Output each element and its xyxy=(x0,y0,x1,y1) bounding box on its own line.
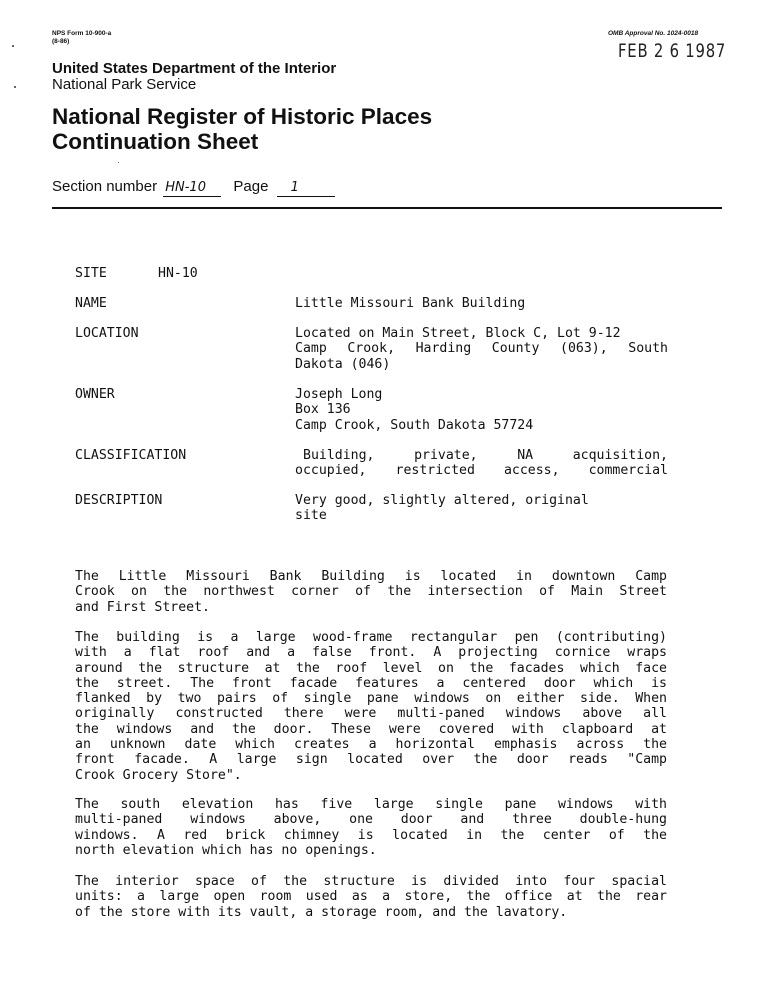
paragraph-line: units: a large open room used as a store, the office at the rear xyxy=(75,889,667,905)
paragraph-line: the street. The front facade features a centered door which is xyxy=(75,675,667,691)
scan-speck xyxy=(12,45,14,47)
description-label: DESCRIPTION xyxy=(75,493,163,508)
section-number-label: Section number xyxy=(52,178,158,195)
field-line: Little Missouri Bank Building xyxy=(295,296,526,311)
paragraph-line: Crook Grocery Store". xyxy=(75,767,242,783)
page-number-value: 1 xyxy=(277,181,335,197)
service-name: National Park Service xyxy=(52,76,197,93)
name-label: NAME xyxy=(75,296,107,311)
narrative-paragraph xyxy=(75,874,667,920)
site-label: SITE xyxy=(75,266,107,281)
owner-label: OWNER xyxy=(75,387,115,402)
narrative-paragraph xyxy=(75,797,667,858)
scan-speck xyxy=(118,162,119,163)
description-value xyxy=(295,493,635,524)
section-page-line xyxy=(52,178,335,197)
paragraph-line: windows. A red brick chimney is located in the center of the xyxy=(75,827,667,843)
field-line: Box 136 xyxy=(295,402,351,418)
site-value: HN-10 xyxy=(158,266,198,281)
field-line: Building, private, NA acquisition, xyxy=(303,448,668,463)
form-number xyxy=(52,30,111,46)
narrative-paragraph xyxy=(75,569,667,615)
field-line: Very good, slightly altered, original xyxy=(295,493,589,508)
field-line: Joseph Long xyxy=(295,387,383,402)
paragraph-line: north elevation which has no openings. xyxy=(75,842,377,858)
paragraph-line: Crook on the northwest corner of the intersection of Main Street xyxy=(75,584,667,600)
paragraph-line: with a flat roof and a false front. A projecting cornice wraps xyxy=(75,645,667,661)
paragraph-line: The south elevation has five large single pane windows with xyxy=(75,797,667,812)
field-line: Camp Crook, South Dakota 57724 xyxy=(295,417,534,433)
paragraph-line: The building is a large wood-frame rectangular pen (contributing) xyxy=(75,630,667,645)
paragraph-line: of the store with its vault, a storage room, and the lavatory. xyxy=(75,904,568,920)
paragraph-line: originally constructed there were multi-paned windows above all xyxy=(75,706,667,722)
owner-value xyxy=(295,387,668,433)
paragraph-line: The interior space of the structure is divided into four spacial xyxy=(75,874,667,889)
classification-label: CLASSIFICATION xyxy=(75,448,187,463)
paragraph-line: an unknown date which creates a horizontal emphasis across the xyxy=(75,737,667,753)
paragraph-line: and First Street. xyxy=(75,599,210,615)
page-title: National Register of Historic Places xyxy=(52,104,433,129)
paragraph-line: around the structure at the roof level on the facades which face xyxy=(75,660,667,676)
narrative-paragraph xyxy=(75,630,667,783)
field-line: Located on Main Street, Block C, Lot 9-12 xyxy=(295,326,621,341)
location-value xyxy=(295,326,668,372)
scan-speck xyxy=(14,86,16,88)
field-line: Dakota (046) xyxy=(295,356,391,372)
field-line: site xyxy=(295,508,327,524)
page-label: Page xyxy=(233,178,269,195)
classification-value xyxy=(295,448,668,479)
field-line: occupied, restricted access, commercial xyxy=(295,463,668,479)
paragraph-line: the windows and the door. These were covered with clapboard at xyxy=(75,721,667,737)
form-revision-text: (8-86) xyxy=(52,38,70,45)
page-subtitle: Continuation Sheet xyxy=(52,129,259,154)
location-label: LOCATION xyxy=(75,326,139,341)
omb-approval: OMB Approval No. 1024-0018 xyxy=(608,30,699,37)
paragraph-line: multi-paned windows above, one door and three double-hung xyxy=(75,812,667,828)
paragraph-line: front facade. A large sign located over the door reads "Camp xyxy=(75,752,667,768)
paragraph-line: The Little Missouri Bank Building is located in downtown Camp xyxy=(75,569,667,584)
section-number-value: HN-10 xyxy=(163,181,221,197)
paragraph-line: flanked by two pairs of single pane windows on either side. When xyxy=(75,691,667,707)
received-date-stamp: FEB 2 6 1987 xyxy=(618,40,727,62)
form-number-text: NPS Form 10-900-a xyxy=(52,30,112,37)
name-value xyxy=(295,296,668,311)
field-line: Camp Crook, Harding County (063), South xyxy=(295,341,668,357)
header-divider xyxy=(52,207,722,209)
department-name: United States Department of the Interior xyxy=(52,60,337,77)
